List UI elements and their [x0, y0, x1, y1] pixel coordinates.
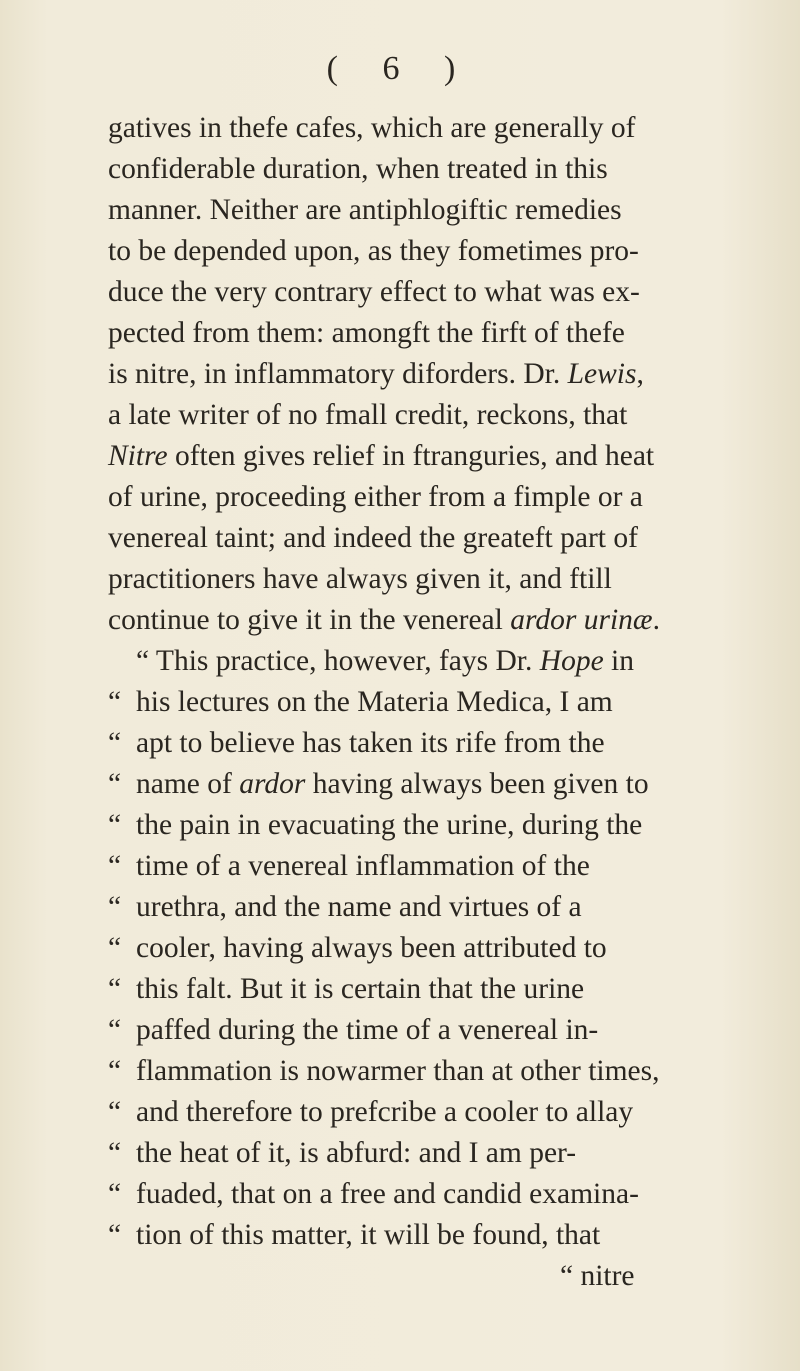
book-page: ( 6 ) gatives in thefe cafes, which are generally of confiderable duration, when treated in this manner. Neither are antiphlogiftic remedies to be depended upon, as they fometimes pro- duce the very contrary effect to what was ex- pected from them: amongft the firft of thefe is nitre, in inflammatory diforders. Dr. Lewis, a late writer of no fmall credit, reckons, that Nitre often gives relief in ftranguries, and heat of urine, proceeding either from a fimple or a venereal taint; and indeed the greateft part of practitioners have always given it, and ftill continue to give it in the venereal ardor urinæ. “ This practice, however, fays Dr. Hope in “ his lectures on the Materia Medica, I am “ apt to believe has taken its rife from the “ name of ardor having always been given to “ the pain in evacuating the urine, during the “ time of a venereal inflammation of the “ urethra, and the name and virtues of a “ cooler, having always been attributed to “ this falt. But it is certain that the urine “ paffed during the time of a venereal in- “ flammation is nowarmer than at other times, “ and therefore to prefcribe a cooler to allay “ the heat of it, is abfurd: and I am per- “ fuaded, that on a free and candid examina- “ tion of this matter, it will be found, that “ nitre	[0, 0, 800, 1371]
catchword: “ nitre	[560, 1260, 635, 1292]
page-number: ( 6 )	[326, 50, 474, 87]
